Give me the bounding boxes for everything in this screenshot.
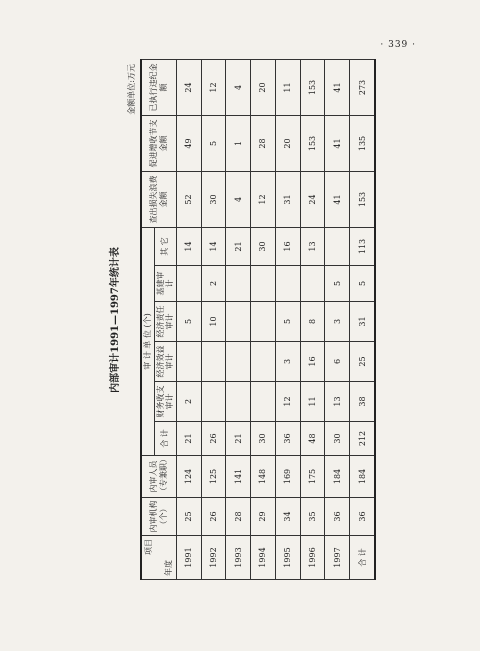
cell-institutions: 34	[275, 498, 300, 536]
header-staff: 内审人员（专兼职）	[141, 456, 176, 498]
cell-year: 1996	[300, 536, 325, 580]
table-row-total	[350, 59, 375, 579]
cell-efficiency	[251, 342, 276, 382]
cell-total: 48	[300, 422, 325, 456]
cell-efficiency: 25	[350, 342, 375, 382]
cell-responsibility: 5	[275, 302, 300, 342]
table-row	[325, 59, 350, 579]
cell-finance: 12	[275, 382, 300, 422]
cell-savings: 41	[325, 115, 350, 171]
cell-institutions: 26	[201, 498, 226, 536]
header-infrastructure: 基建审计	[154, 266, 176, 302]
cell-efficiency	[201, 342, 226, 382]
cell-infrastructure	[176, 266, 201, 302]
cell-total: 36	[275, 422, 300, 456]
cell-finance: 2	[176, 382, 201, 422]
cell-other: 16	[275, 227, 300, 265]
cell-year: 合 计	[350, 536, 375, 580]
corner-top-label: 项目	[144, 539, 153, 555]
cell-recovered: 153	[300, 59, 325, 115]
cell-infrastructure: 2	[201, 266, 226, 302]
cell-finance: 11	[300, 382, 325, 422]
unit-note: 金额单位:万元	[127, 64, 136, 115]
cell-losses: 31	[275, 171, 300, 227]
cell-losses: 41	[325, 171, 350, 227]
cell-savings: 135	[350, 115, 375, 171]
header-losses: 查出损失浪费金额	[141, 171, 176, 227]
cell-infrastructure	[226, 266, 251, 302]
cell-institutions: 36	[350, 498, 375, 536]
cell-institutions: 36	[325, 498, 350, 536]
cell-finance	[201, 382, 226, 422]
cell-finance: 13	[325, 382, 350, 422]
cell-total: 212	[350, 422, 375, 456]
cell-infrastructure	[251, 266, 276, 302]
header-recovered: 已执行违纪金额	[141, 59, 176, 115]
cell-recovered: 273	[350, 59, 375, 115]
cell-responsibility: 31	[350, 302, 375, 342]
cell-year: 1992	[201, 536, 226, 580]
table-row	[226, 59, 251, 579]
cell-infrastructure	[275, 266, 300, 302]
cell-year: 1993	[226, 536, 251, 580]
cell-losses: 153	[350, 171, 375, 227]
cell-total: 30	[325, 422, 350, 456]
cell-savings: 5	[201, 115, 226, 171]
cell-savings: 20	[275, 115, 300, 171]
rotated-table-block	[100, 60, 380, 580]
cell-other	[325, 227, 350, 265]
header-finance: 财务收支审计	[154, 382, 176, 422]
cell-staff: 125	[201, 456, 226, 498]
cell-losses: 4	[226, 171, 251, 227]
header-other: 其 它	[154, 227, 176, 265]
cell-losses: 12	[251, 171, 276, 227]
header-savings: 促进增收节支金额	[141, 115, 176, 171]
cell-savings: 153	[300, 115, 325, 171]
cell-institutions: 29	[251, 498, 276, 536]
cell-total: 21	[226, 422, 251, 456]
cell-year: 1997	[325, 536, 350, 580]
cell-finance: 38	[350, 382, 375, 422]
table-title: 内部审计1991—1997年统计表	[110, 247, 121, 393]
cell-infrastructure: 5	[350, 266, 375, 302]
cell-staff: 184	[350, 456, 375, 498]
cell-efficiency	[226, 342, 251, 382]
cell-savings: 28	[251, 115, 276, 171]
cell-savings: 1	[226, 115, 251, 171]
header-responsibility: 经济责任审计	[154, 302, 176, 342]
corner-bottom-label: 年度	[164, 560, 174, 576]
cell-infrastructure	[300, 266, 325, 302]
cell-recovered: 24	[176, 59, 201, 115]
cell-finance	[251, 382, 276, 422]
cell-staff: 124	[176, 456, 201, 498]
cell-losses: 30	[201, 171, 226, 227]
cell-responsibility: 5	[176, 302, 201, 342]
cell-efficiency	[176, 342, 201, 382]
header-institutions: 内审机构（个）	[141, 498, 176, 536]
cell-efficiency: 6	[325, 342, 350, 382]
cell-other: 113	[350, 227, 375, 265]
audit-statistics-table	[140, 59, 376, 580]
cell-institutions: 25	[176, 498, 201, 536]
cell-year: 1994	[251, 536, 276, 580]
header-audit-units-group: 审 计 单 位 (个)	[141, 227, 154, 455]
corner-header	[141, 536, 176, 580]
table-row	[275, 59, 300, 579]
cell-institutions: 35	[300, 498, 325, 536]
cell-recovered: 11	[275, 59, 300, 115]
cell-losses: 52	[176, 171, 201, 227]
cell-responsibility: 8	[300, 302, 325, 342]
cell-recovered: 4	[226, 59, 251, 115]
cell-staff: 148	[251, 456, 276, 498]
cell-recovered: 20	[251, 59, 276, 115]
cell-finance	[226, 382, 251, 422]
cell-staff: 141	[226, 456, 251, 498]
cell-staff: 175	[300, 456, 325, 498]
table-row	[251, 59, 276, 579]
cell-infrastructure: 5	[325, 266, 350, 302]
page-number: · 339 ·	[380, 40, 416, 50]
table-row	[176, 59, 201, 579]
header-efficiency: 经济效益审计	[154, 342, 176, 382]
cell-total: 21	[176, 422, 201, 456]
cell-savings: 49	[176, 115, 201, 171]
cell-efficiency: 16	[300, 342, 325, 382]
cell-recovered: 41	[325, 59, 350, 115]
cell-year: 1991	[176, 536, 201, 580]
cell-staff: 169	[275, 456, 300, 498]
cell-responsibility: 3	[325, 302, 350, 342]
cell-other: 14	[201, 227, 226, 265]
cell-responsibility	[226, 302, 251, 342]
table-row	[300, 59, 325, 579]
cell-other: 14	[176, 227, 201, 265]
cell-other: 13	[300, 227, 325, 265]
cell-responsibility: 10	[201, 302, 226, 342]
cell-year: 1995	[275, 536, 300, 580]
cell-efficiency: 3	[275, 342, 300, 382]
header-total: 合 计	[154, 422, 176, 456]
cell-losses: 24	[300, 171, 325, 227]
cell-other: 30	[251, 227, 276, 265]
cell-other: 21	[226, 227, 251, 265]
table-row	[201, 59, 226, 579]
cell-institutions: 28	[226, 498, 251, 536]
cell-staff: 184	[325, 456, 350, 498]
cell-recovered: 12	[201, 59, 226, 115]
cell-total: 30	[251, 422, 276, 456]
cell-responsibility	[251, 302, 276, 342]
cell-total: 26	[201, 422, 226, 456]
